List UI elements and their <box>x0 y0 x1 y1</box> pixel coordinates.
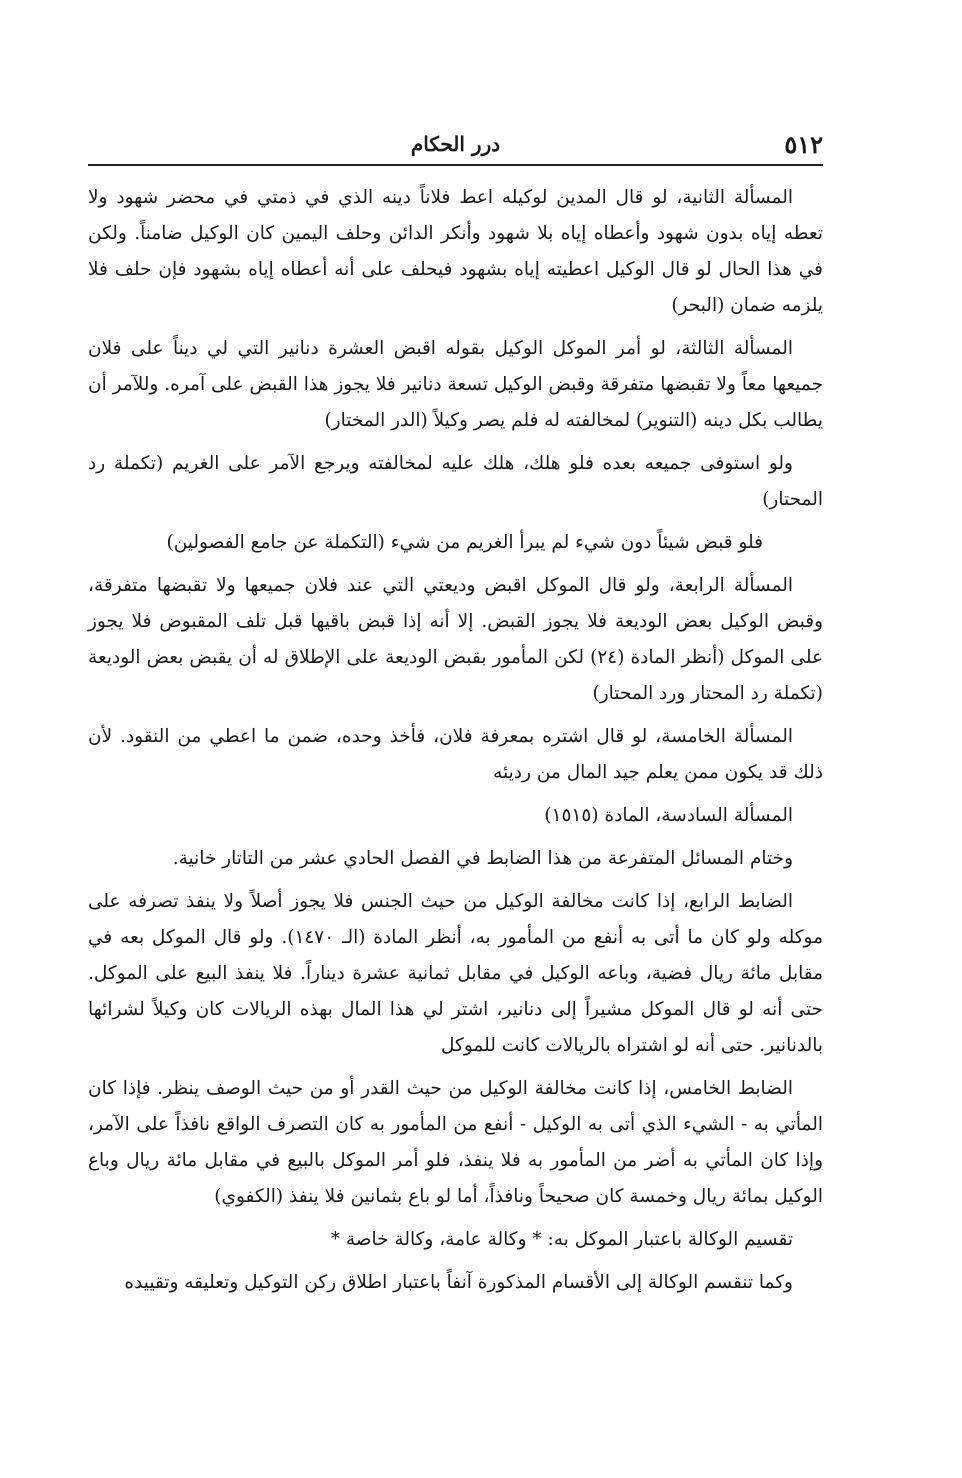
paragraph-second-issue: المسألة الثانية، لو قال المدين لوكيله اعط فلاناً دينه الذي في ذمتي في محضر شهود ولا تعطه إياه بدون شهود وأعطاه إياه بلا شهود وأنكر الدائن وحلف اليمين كان الوكيل ضامناً. ولكن في هذا الحال لو قال الوكيل اعطيته إياه بشهود فيحلف على أنه أعطاه إياه بشهود فإن حلف فلا يلزمه ضمان (البحر) <box>88 187 823 316</box>
page-number: ٥١٢ <box>784 130 823 159</box>
paragraph-fifth-rule: الضابط الخامس، إذا كانت مخالفة الوكيل من حيث القدر أو من حيث الوصف ينظر. فإذا كان المأتي به - الشيء الذي أتى به الوكيل - أنفع من المأمور به كان التصرف الواقع نافذاً على الآمر، وإذا كان المأتي به أضر من المأمور به فلا ينفذ، فلو أمر الموكل بالبيع في مقابل مائة ريال وباع الوكيل بمائة ريال وخمسة كان صحيحاً ونافذاً، أما لو باع بثمانين فلا ينفذ (الكفوي) <box>88 1078 823 1207</box>
paragraph-conclusion: وختام المسائل المتفرعة من هذا الضابط في الفصل الحادي عشر من التاتار خانية. <box>172 848 793 869</box>
paragraph-fourth-issue: المسألة الرابعة، ولو قال الموكل اقبض وديعتي التي عند فلان جميعها ولا تقبضها متفرقة، وقبض الوكيل بعض الوديعة فلا يجوز القبض. إلا أنه إذا قبض باقيها قبل تلف المقبوض فلا يجوز على الموكل (أنظر المادة (٢٤) لكن المأمور بقبض الوديعة على الإطلاق له أن يقبض بعض الوديعة (تكملة رد المحتار ورد المحتار) <box>88 575 823 704</box>
paragraph-full-collection: ولو استوفى جميعه بعده فلو هلك، هلك عليه لمخالفته ويرجع الآمر على الغريم (تكملة رد المحتار) <box>88 453 823 510</box>
paragraph-agency-division: وكما تنقسم الوكالة إلى الأقسام المذكورة آنفاً باعتبار اطلاق ركن التوكيل وتعليقه وتقييده <box>124 1272 793 1293</box>
body-text <box>88 180 823 1308</box>
section-heading-agency-division: تقسيم الوكالة باعتبار الموكل به: * وكالة عامة، وكالة خاصة * <box>330 1229 793 1250</box>
page-header <box>88 128 823 166</box>
running-title: درر الحكام <box>410 132 501 156</box>
paragraph-fifth-issue: المسألة الخامسة، لو قال اشتره بمعرفة فلان، فأخذ وحده، ضمن ما اعطي من النقود. لأن ذلك قد يكون ممن يعلم جيد المال من رديئه <box>88 726 823 783</box>
paragraph-partial-collection: فلو قبض شيئاً دون شيء لم يبرأ الغريم من شيء (التكملة عن جامع الفصولين) <box>166 532 763 553</box>
paragraph-fourth-rule: الضابط الرابع، إذا كانت مخالفة الوكيل من حيث الجنس فلا يجوز أصلاً ولا ينفذ تصرفه على موكله ولو كان ما أتى به أنفع من المأمور به، أنظر المادة (الـ ١٤٧٠). ولو قال الموكل بعه في مقابل مائة ريال فضية، وباعه الوكيل في مقابل ثمانية عشرة ديناراً. فلا ينفذ البيع على الموكل. حتى أنه لو قال الموكل مشيراً إلى دنانير، اشتر لي هذا المال بهذه الريالات كان وكيلاً لشرائها بالدنانير. حتى أنه لو اشتراه بالريالات كانت للموكل <box>88 891 824 1056</box>
paragraph-third-issue: المسألة الثالثة، لو أمر الموكل الوكيل بقوله اقبض العشرة دنانير التي لي ديناً على فلان جميعها معاً ولا تقبضها متفرقة وقبض الوكيل تسعة دنانير فلا يجوز هذا القبض على آمره. وللآمر أن يطالب بكل دينه (التنوير) لمخالفته له فلم يصر وكيلاً (الدر المختار) <box>88 338 823 431</box>
paragraph-sixth-issue: المسألة السادسة، المادة (١٥١٥) <box>544 805 793 826</box>
